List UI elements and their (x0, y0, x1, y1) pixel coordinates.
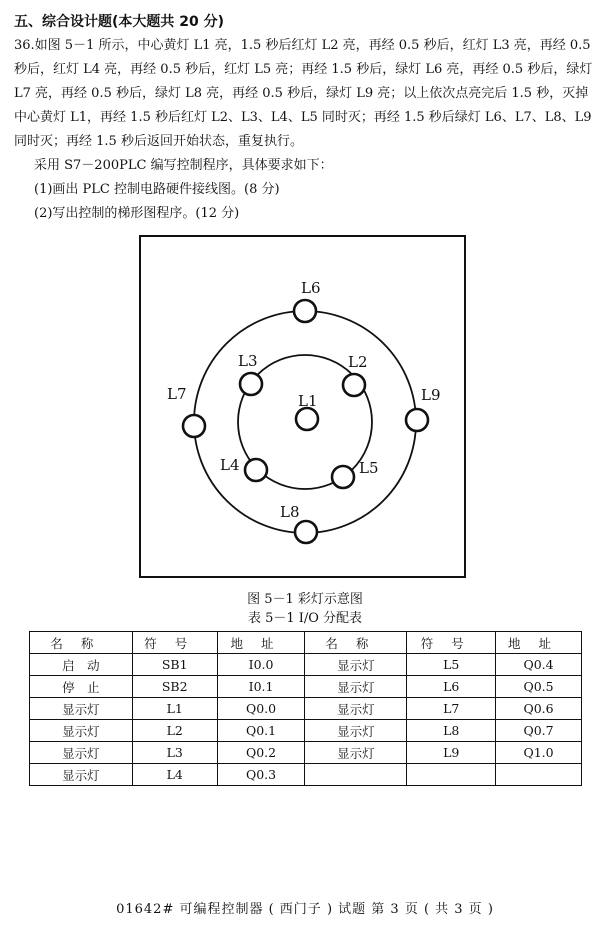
table-row (30, 742, 582, 764)
table-caption: 表 5－1 I/O 分配表 (247, 611, 363, 626)
lamp-l7-icon (183, 415, 205, 437)
table-cell: L8 (407, 720, 496, 742)
lamp-l3-icon (240, 373, 262, 395)
section-title: 五、综合设计题(本大题共 20 分) (14, 14, 225, 30)
table-cell: 显示灯 (30, 698, 133, 720)
question-body: 36.如图 5－1 所示，中心黄灯 L1 亮，1.5 秒后红灯 L2 亮，再经 0.5 秒后，红灯 L3 亮，再经 0.5 秒后，红灯 L4 亮，再经 0.5 秒后，红灯 L5 亮；再经 1.5 秒后，绿灯 L6 亮，再经 0.5 秒后，绿灯 L7 亮，再经 0.5 秒后，绿灯 L8 亮，再经 0.5 秒后，绿灯 L9 亮；以上依次点亮完后 1.5 秒，灭掉中心黄灯 L1，再经 1.5 秒后红灯 L2、L3、L4、L5 同时灭；再经 1.5 秒后绿灯 L6、L7、L8、L9 同时灭；再经 1.5 秒后返回开始状态，重复执行。 (14, 38, 593, 149)
header-name-1: 名称 (30, 632, 133, 654)
table-row (30, 764, 582, 786)
table-cell: 显示灯 (30, 742, 133, 764)
table-cell: Q1.0 (496, 742, 582, 764)
io-assignment-table (29, 631, 582, 786)
question-36 (14, 34, 598, 226)
table-cell: 显示灯 (30, 720, 133, 742)
requirement-1: (1)画出 PLC 控制电路硬件接线图。(8 分) (34, 182, 280, 197)
table-header-row (30, 632, 582, 654)
table-cell: Q0.1 (217, 720, 305, 742)
table-cell: 显示灯 (305, 742, 407, 764)
table-cell: SB1 (132, 654, 217, 676)
lamp-l4-label: L4 (220, 456, 240, 474)
table-cell: SB2 (132, 676, 217, 698)
table-row (30, 676, 582, 698)
lamp-l3-label: L3 (238, 352, 258, 370)
figure-caption: 图 5－1 彩灯示意图 (247, 592, 363, 607)
table-cell: Q0.5 (496, 676, 582, 698)
requirement-2: (2)写出控制的梯形图程序。(12 分) (34, 206, 240, 221)
lamp-l5-label: L5 (359, 459, 379, 477)
table-cell: 显示灯 (305, 720, 407, 742)
table-cell: 显示灯 (305, 676, 407, 698)
table-cell: Q0.6 (496, 698, 582, 720)
lamp-l1-icon (296, 408, 318, 430)
table-cell: L9 (407, 742, 496, 764)
header-address-2: 地址 (496, 632, 582, 654)
table-cell: L5 (407, 654, 496, 676)
table-cell: Q0.7 (496, 720, 582, 742)
table-cell: L2 (132, 720, 217, 742)
table-cell: 显示灯 (30, 764, 133, 786)
table-row (30, 698, 582, 720)
header-name-2: 名称 (305, 632, 407, 654)
question-instruction: 采用 S7－200PLC 编写控制程序，具体要求如下： (34, 158, 333, 173)
table-cell: 启 动 (30, 654, 133, 676)
table-cell (496, 764, 582, 786)
lamp-l6-label: L6 (301, 279, 321, 297)
table-cell (305, 764, 407, 786)
lamp-l6-icon (294, 300, 316, 322)
table-row (30, 720, 582, 742)
table-cell: I0.1 (217, 676, 305, 698)
table-cell: 停 止 (30, 676, 133, 698)
lamp-l5-icon (332, 466, 354, 488)
table-cell: 显示灯 (305, 654, 407, 676)
lamp-l8-icon (295, 521, 317, 543)
lamp-l4-icon (245, 459, 267, 481)
table-cell: Q0.0 (217, 698, 305, 720)
table-cell: L4 (132, 764, 217, 786)
header-symbol-1: 符号 (132, 632, 217, 654)
table-cell: Q0.2 (217, 742, 305, 764)
lamp-l8-label: L8 (280, 503, 300, 521)
header-address-1: 地址 (217, 632, 305, 654)
table-cell: Q0.3 (217, 764, 305, 786)
header-symbol-2: 符号 (407, 632, 496, 654)
table-cell: Q0.4 (496, 654, 582, 676)
table-cell: I0.0 (217, 654, 305, 676)
table-cell: L6 (407, 676, 496, 698)
table-cell: 显示灯 (305, 698, 407, 720)
lamp-l7-label: L7 (167, 385, 187, 403)
table-cell: L1 (132, 698, 217, 720)
page-footer: 01642# 可编程控制器 ( 西门子 ) 试题 第 3 页 ( 共 3 页 ) (116, 902, 494, 917)
table-cell: L7 (407, 698, 496, 720)
lamp-diagram (139, 235, 466, 578)
table-cell (407, 764, 496, 786)
lamp-l1-label: L1 (298, 392, 318, 410)
lamp-l2-label: L2 (348, 353, 368, 371)
table-cell: L3 (132, 742, 217, 764)
table-row (30, 654, 582, 676)
lamp-l9-label: L9 (421, 386, 441, 404)
lamp-l2-icon (343, 374, 365, 396)
lamp-l9-icon (406, 409, 428, 431)
